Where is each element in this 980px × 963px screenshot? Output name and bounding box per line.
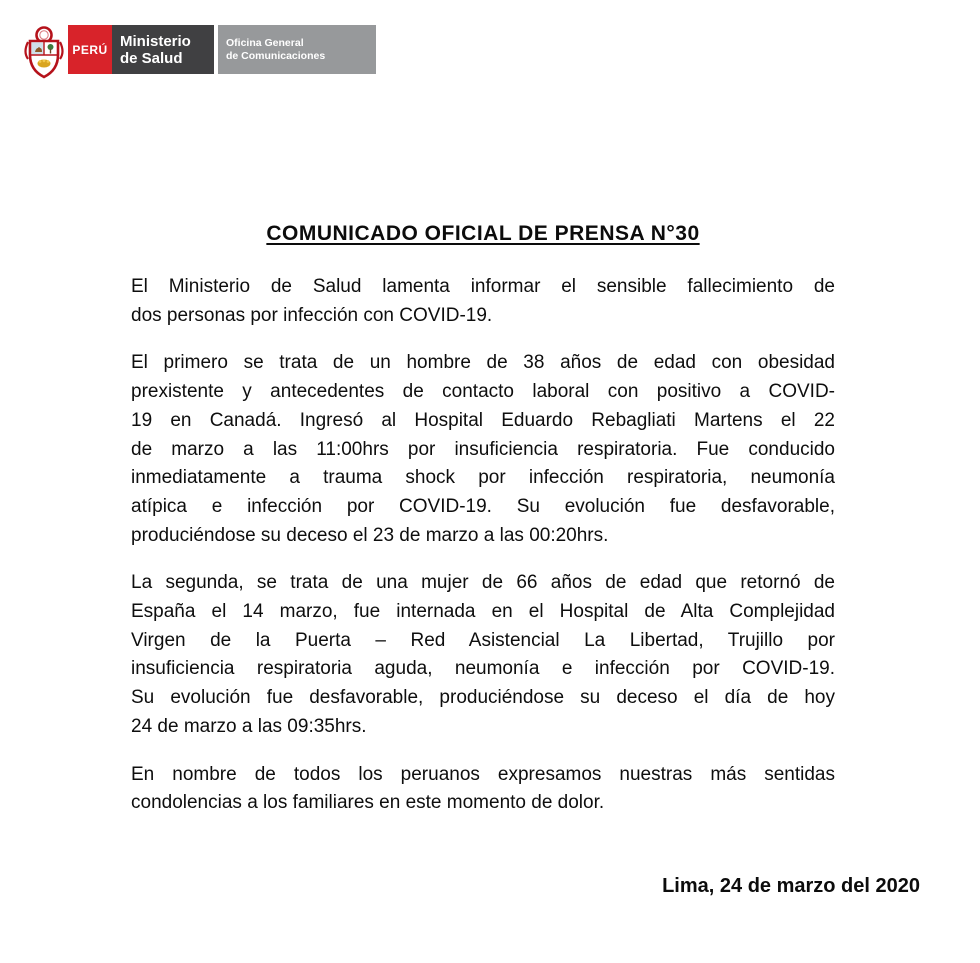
text-line: inmediatamente a trauma shock por infección respiratoria, neumonía xyxy=(131,467,835,489)
peru-label: PERÚ xyxy=(72,42,108,57)
text-line: En nombre de todos los peruanos expresamos nuestras más sentidas xyxy=(131,763,835,785)
text-line: El primero se trata de un hombre de 38 años de edad con obesidad xyxy=(131,352,835,374)
text-line: Virgen de la Puerta – Red Asistencial La Libertad, Trujillo por xyxy=(131,629,835,651)
document-body xyxy=(131,222,835,837)
office-name-line2: de Comunicaciones xyxy=(226,49,326,62)
peru-label-block xyxy=(68,25,112,74)
text-line: 19 en Canadá. Ingresó al Hospital Eduardo Rebagliati Martens el 22 xyxy=(131,409,835,431)
paragraph-second-case xyxy=(131,569,835,741)
page-title: COMUNICADO OFICIAL DE PRENSA N°30 xyxy=(266,222,700,245)
paragraph-first-case xyxy=(131,349,835,550)
text-line: España el 14 marzo, fue internada en el Hospital de Alta Complejidad xyxy=(131,601,835,623)
text-line: produciéndose su deceso el 23 de marzo a las 00:20hrs. xyxy=(131,524,609,546)
office-name-block xyxy=(218,25,376,74)
ministry-name-line1: Ministerio xyxy=(120,32,191,50)
text-line: dos personas por infección con COVID-19. xyxy=(131,304,493,326)
header-logo-strip xyxy=(23,25,376,81)
dateline: Lima, 24 de marzo del 2020 xyxy=(662,875,920,897)
paragraph-intro xyxy=(131,273,835,330)
text-line: 24 de marzo a las 09:35hrs. xyxy=(131,715,367,737)
paragraph-condolences xyxy=(131,761,835,818)
text-line: atípica e infección por COVID-19. Su evolución fue desfavorable, xyxy=(131,495,835,517)
ministry-name-block xyxy=(112,25,214,74)
text-line: insuficiencia respiratoria aguda, neumonía e infección por COVID-19. xyxy=(131,658,835,680)
text-line: La segunda, se trata de una mujer de 66 años de edad que retornó de xyxy=(131,572,835,594)
text-line: prexistente y antecedentes de contacto laboral con positivo a COVID- xyxy=(131,381,835,403)
peru-coat-of-arms-icon xyxy=(23,25,65,81)
ministry-name-line2: de Salud xyxy=(120,49,183,67)
text-line: condolencias a los familiares en este momento de dolor. xyxy=(131,792,605,814)
office-name-line1: Oficina General xyxy=(226,36,304,49)
text-line: de marzo a las 11:00hrs por insuficiencia respiratoria. Fue conducido xyxy=(131,438,835,460)
text-line: El Ministerio de Salud lamenta informar el sensible fallecimiento de xyxy=(131,276,835,297)
text-line: Su evolución fue desfavorable, produciéndose su deceso el día de hoy xyxy=(131,687,835,709)
